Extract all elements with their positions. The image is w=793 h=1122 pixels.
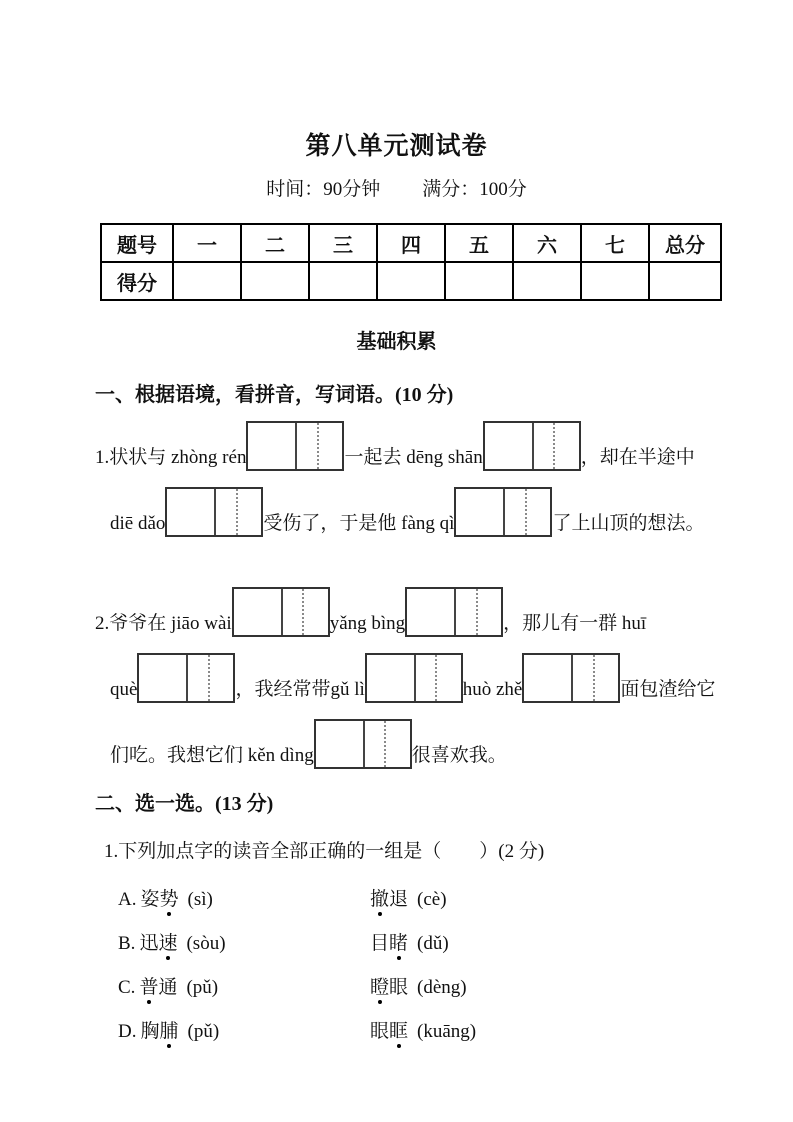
text-segment: 了上山顶的想法。 bbox=[552, 513, 705, 534]
dictation-item2-line3 bbox=[110, 719, 793, 769]
char: 通 bbox=[158, 977, 178, 998]
dotted-char: 普 bbox=[139, 972, 158, 999]
option-right-column bbox=[370, 1016, 476, 1043]
choice-option-d bbox=[118, 1016, 793, 1043]
option-label: A. bbox=[118, 889, 137, 910]
text-segment: huò zhě bbox=[462, 679, 523, 700]
option-left-column bbox=[118, 928, 370, 955]
score-table bbox=[100, 223, 722, 301]
text-segment: 一起去 dēng shān bbox=[344, 447, 483, 468]
score-cell-empty bbox=[377, 262, 445, 300]
header-cell-1: 一 bbox=[173, 224, 241, 262]
page-title: 第八单元测试卷 bbox=[305, 133, 488, 160]
question1-title: 一、根据语境，看拼音，写词语。(10 分) bbox=[95, 384, 454, 406]
header-cell-7: 七 bbox=[581, 224, 649, 262]
option-label: C. bbox=[118, 977, 136, 998]
time-limit-label: 时间：90分钟 bbox=[266, 179, 381, 200]
full-score-label: 满分：100分 bbox=[422, 179, 527, 200]
answer-box bbox=[405, 587, 503, 637]
char: 目 bbox=[370, 933, 390, 954]
char: 眼 bbox=[389, 977, 409, 998]
header-cell-3: 三 bbox=[309, 224, 377, 262]
option-label: B. bbox=[118, 933, 136, 954]
answer-box bbox=[246, 421, 344, 471]
dictation-item2-line1 bbox=[95, 587, 793, 637]
score-cell-empty bbox=[445, 262, 513, 300]
score-cell-empty bbox=[241, 262, 309, 300]
dictation-item1-line1 bbox=[95, 421, 793, 471]
score-cell-empty bbox=[513, 262, 581, 300]
answer-box bbox=[137, 653, 235, 703]
choice-option-a bbox=[118, 884, 793, 911]
section-heading-basics: 基础积累 bbox=[356, 331, 437, 353]
pinyin: (pǔ) bbox=[186, 977, 219, 998]
header-cell-total: 总分 bbox=[649, 224, 721, 262]
dotted-char: 速 bbox=[158, 928, 177, 955]
dotted-char: 撤 bbox=[370, 884, 389, 911]
dictation-item1-line2 bbox=[110, 487, 793, 537]
text-segment: diē dǎo bbox=[110, 513, 166, 534]
pinyin: (dèng) bbox=[417, 977, 467, 998]
text-segment: ，我经常带gǔ lì bbox=[235, 679, 365, 700]
dotted-char: 眶 bbox=[389, 1016, 408, 1043]
option-word bbox=[139, 933, 177, 954]
dotted-char: 脯 bbox=[160, 1016, 179, 1043]
option-word bbox=[139, 977, 177, 998]
question2-title: 二、选一选。(13 分) bbox=[95, 793, 274, 815]
option-label: D. bbox=[118, 1021, 137, 1042]
text-segment: 很喜欢我。 bbox=[411, 745, 507, 766]
option-word bbox=[140, 889, 178, 910]
char: 姿 bbox=[140, 889, 160, 910]
dictation-item2-line2 bbox=[110, 653, 793, 703]
answer-box bbox=[522, 653, 620, 703]
char: 胸 bbox=[140, 1021, 160, 1042]
text-segment: yǎng bìng bbox=[329, 613, 406, 634]
pinyin: (dǔ) bbox=[417, 933, 449, 954]
text-segment: 受伤了，于是他 fàng qì bbox=[263, 513, 455, 534]
answer-box bbox=[365, 653, 463, 703]
dotted-char: 睹 bbox=[389, 928, 408, 955]
header-cell-question-number: 题号 bbox=[101, 224, 173, 262]
header-cell-5: 五 bbox=[445, 224, 513, 262]
text-segment: 们吃。我想它们 kěn dìng bbox=[110, 745, 314, 766]
header-cell-2: 二 bbox=[241, 224, 309, 262]
option-right-column bbox=[370, 928, 449, 955]
score-cell-empty bbox=[581, 262, 649, 300]
choice-option-c bbox=[118, 972, 793, 999]
score-row-label: 得分 bbox=[101, 262, 173, 300]
text-segment: 面包渣给它 bbox=[620, 679, 716, 700]
exam-info bbox=[0, 174, 793, 201]
pinyin: (kuāng) bbox=[417, 1021, 477, 1042]
pinyin: (cè) bbox=[417, 889, 447, 910]
char: 眼 bbox=[370, 1021, 390, 1042]
dotted-char: 瞪 bbox=[370, 972, 389, 999]
option-word bbox=[370, 933, 408, 954]
choice-option-b bbox=[118, 928, 793, 955]
answer-box bbox=[483, 421, 581, 471]
text-segment: ，却在半途中 bbox=[580, 447, 695, 468]
char: 迅 bbox=[139, 933, 159, 954]
text-segment: què bbox=[110, 679, 138, 700]
text-segment: 2.爷爷在 jiāo wài bbox=[95, 613, 232, 634]
header-cell-6: 六 bbox=[513, 224, 581, 262]
option-word bbox=[140, 1021, 178, 1042]
score-cell-empty bbox=[309, 262, 377, 300]
pinyin: (sòu) bbox=[186, 933, 226, 954]
pinyin: (sì) bbox=[187, 889, 213, 910]
score-table-header-row bbox=[101, 224, 721, 262]
option-right-column bbox=[370, 972, 467, 999]
question2-sub1-title: 1.下列加点字的读音全部正确的一组是（ ）(2 分) bbox=[104, 841, 545, 862]
option-left-column bbox=[118, 884, 370, 911]
header-cell-4: 四 bbox=[377, 224, 445, 262]
option-word bbox=[370, 889, 408, 910]
score-cell-empty bbox=[649, 262, 721, 300]
answer-box bbox=[232, 587, 330, 637]
option-left-column bbox=[118, 1016, 370, 1043]
option-word bbox=[370, 1021, 408, 1042]
option-right-column bbox=[370, 884, 447, 911]
option-word bbox=[370, 977, 408, 998]
text-segment: ，那儿有一群 huī bbox=[503, 613, 647, 634]
answer-box bbox=[314, 719, 412, 769]
pinyin: (pǔ) bbox=[187, 1021, 220, 1042]
score-cell-empty bbox=[173, 262, 241, 300]
char: 退 bbox=[389, 889, 409, 910]
score-table-score-row bbox=[101, 262, 721, 300]
answer-box bbox=[454, 487, 552, 537]
dotted-char: 势 bbox=[160, 884, 179, 911]
answer-box bbox=[165, 487, 263, 537]
text-segment: 1.状状与 zhòng rén bbox=[95, 447, 247, 468]
option-left-column bbox=[118, 972, 370, 999]
